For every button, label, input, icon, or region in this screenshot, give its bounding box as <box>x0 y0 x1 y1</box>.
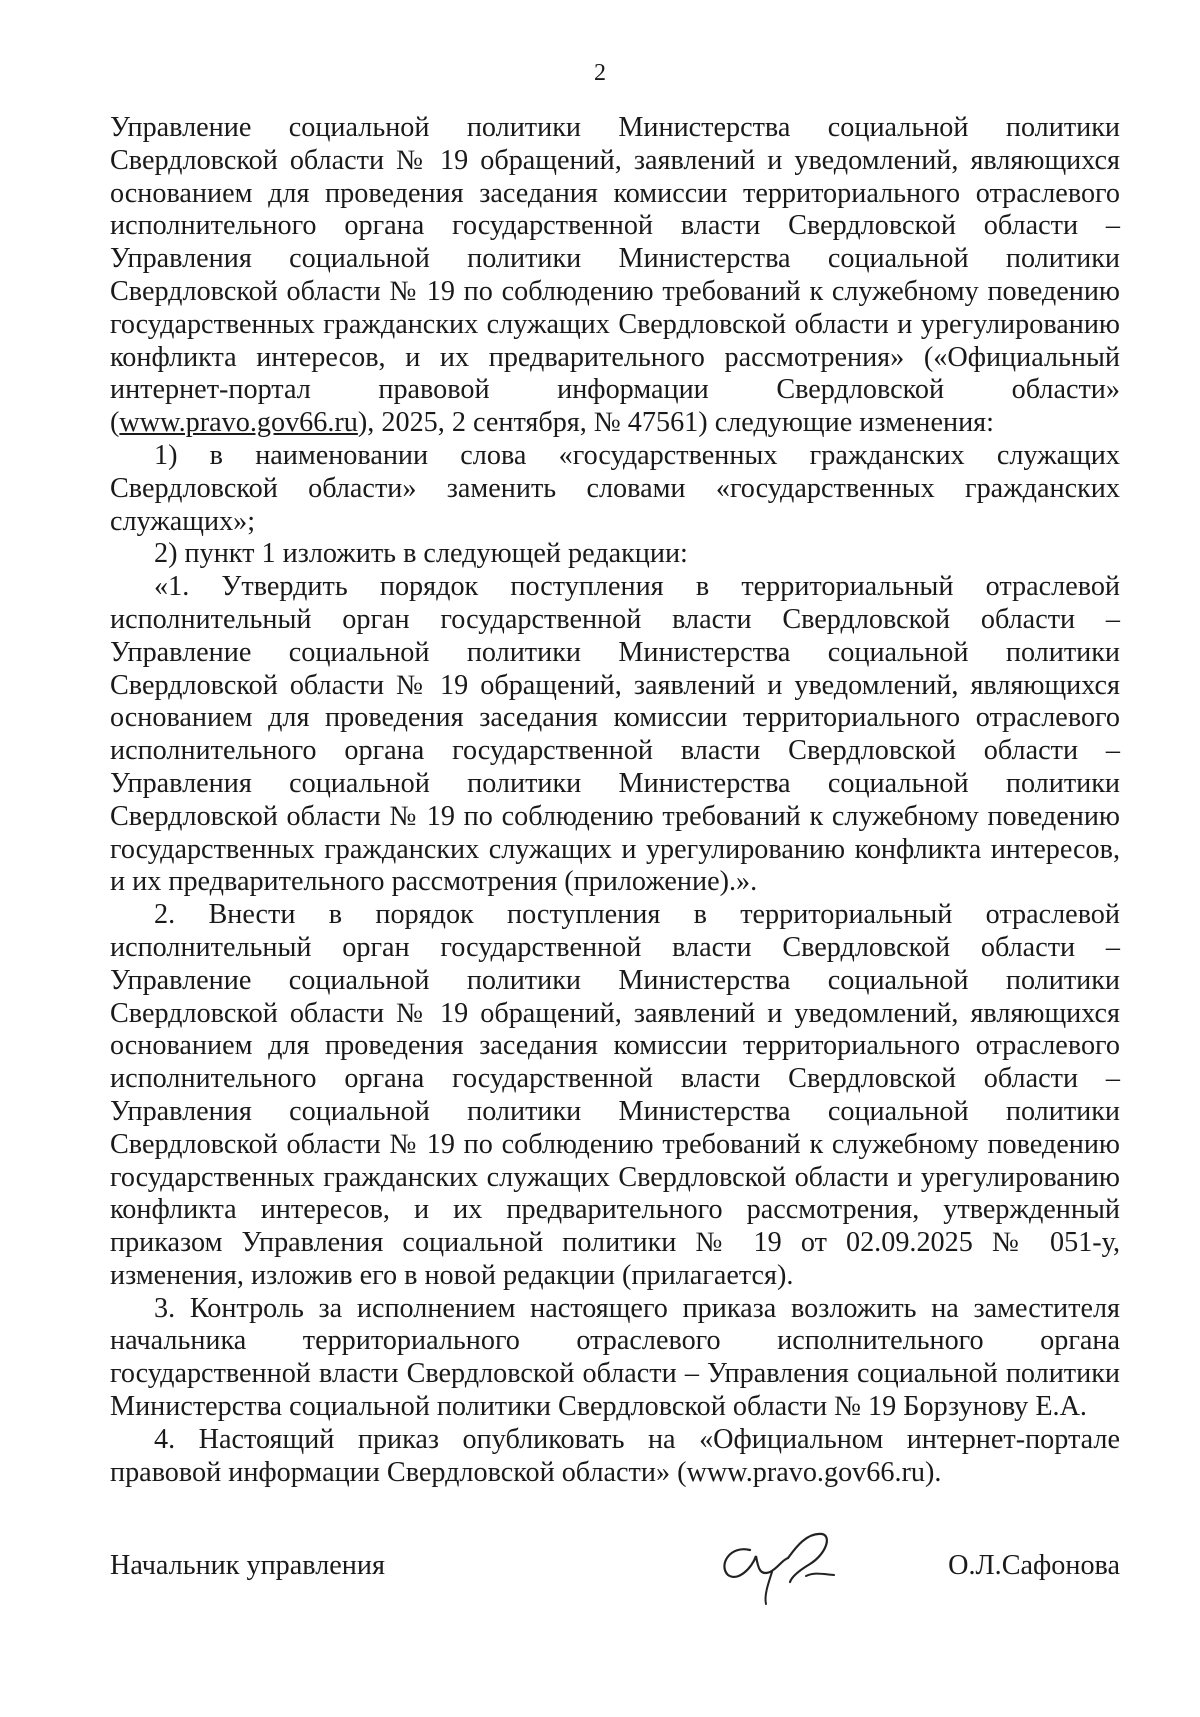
paragraph-point-4: 4. Настоящий приказ опубликовать на «Официальном интернет-портале правовой информации Свердловской области» (www.pravo.gov66.ru). <box>110 1423 1120 1488</box>
paragraph-text: Управление социальной политики Министерства социальной политики Свердловской области № 19 обращений, заявлений и уведомлений, являющихся основанием для проведения заседания комиссии территориального отраслевого исполнительного органа государственной власти Свердловской области – Управления социальной политики Министерства социальной политики Свердловской области № 19 по соблюдению требований к служебному поведению государственных гражданских служащих Свердловской области и урегулированию конфликта интересов, и их предварительного рассмотрения» («Официальный интернет-портал правовой информации Свердловской области» ( <box>110 112 1120 439</box>
signatory-title: Начальник управления <box>110 1550 385 1581</box>
handwritten-signature <box>710 1520 850 1610</box>
paragraph-item-1: 1) в наименовании слова «государственных гражданских служащих Свердловской области» заменить словами «государственных гражданских служащих»; <box>110 439 1120 537</box>
document-body <box>110 112 1120 1489</box>
page-number: 2 <box>594 60 606 86</box>
paragraph-continuation <box>110 112 1120 440</box>
signature-block <box>110 1520 1120 1610</box>
paragraph-text: ), 2025, 2 сентября, № 47561) следующие изменения: <box>357 407 994 439</box>
paragraph-point-3: 3. Контроль за исполнением настоящего приказа возложить на заместителя начальника территориального отраслевого исполнительного органа государственной власти Свердловской области – Управления социальной политики Министерства социальной политики Свердловской области № 19 Борзунову Е.А. <box>110 1292 1120 1423</box>
portal-link[interactable]: www.pravo.gov66.ru <box>119 407 358 439</box>
paragraph-new-edition: «1. Утвердить порядок поступления в территориальный отраслевой исполнительный орган государственной власти Свердловской области – Управление социальной политики Министерства социальной политики Свердловской области № 19 обращений, заявлений и уведомлений, являющихся основанием для проведения заседания комиссии территориального отраслевого исполнительного органа государственной власти Свердловской области – Управления социальной политики Министерства социальной политики Свердловской области № 19 по соблюдению требований к служебному поведению государственных гражданских служащих и урегулированию конфликта интересов, и их предварительного рассмотрения (приложение).». <box>110 571 1120 898</box>
paragraph-point-2: 2. Внести в порядок поступления в территориальный отраслевой исполнительный орган государственной власти Свердловской области – Управление социальной политики Министерства социальной политики Свердловской области № 19 обращений, заявлений и уведомлений, являющихся основанием для проведения заседания комиссии территориального отраслевого исполнительного органа государственной власти Свердловской области – Управления социальной политики Министерства социальной политики Свердловской области № 19 по соблюдению требований к служебному поведению государственных гражданских служащих Свердловской области и урегулированию конфликта интересов, и их предварительного рассмотрения, утвержденный приказом Управления социальной политики № 19 от 02.09.2025 № 051-у, изменения, изложив его в новой редакции (прилагается). <box>110 899 1120 1291</box>
signatory-name: О.Л.Сафонова <box>948 1550 1120 1581</box>
paragraph-item-2: 2) пункт 1 изложить в следующей редакции: <box>154 538 688 570</box>
